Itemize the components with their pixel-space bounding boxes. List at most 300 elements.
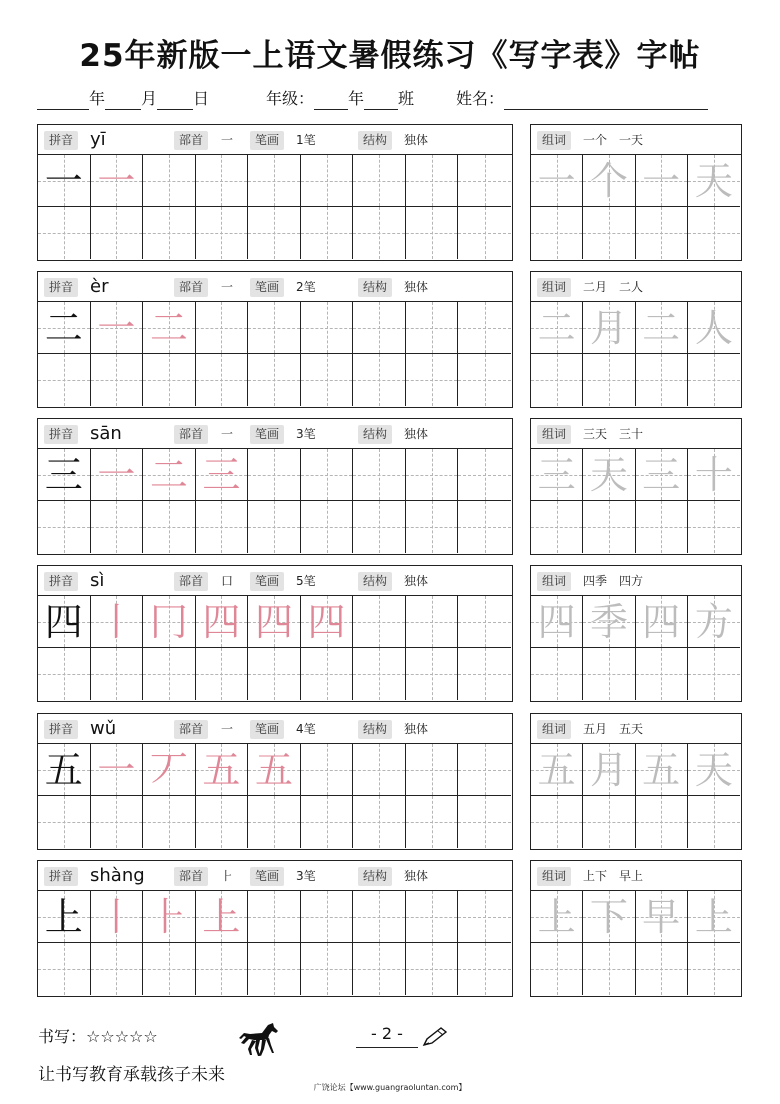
writing-cell[interactable]	[143, 302, 196, 354]
practice-grid	[531, 449, 741, 553]
writing-cell[interactable]	[196, 501, 249, 553]
writing-cell[interactable]	[531, 354, 583, 406]
stroke-order-step: 四	[307, 600, 346, 644]
writing-cell[interactable]	[91, 796, 144, 848]
trace-character: 个	[589, 159, 628, 203]
writing-cell[interactable]	[583, 449, 635, 501]
word-header	[531, 419, 741, 449]
writing-cell[interactable]	[353, 596, 406, 648]
writing-cell[interactable]	[531, 943, 583, 995]
writing-cell[interactable]	[458, 596, 511, 648]
grade-line	[266, 88, 414, 110]
strokes-tag: 笔画	[250, 425, 284, 444]
writing-cell[interactable]	[91, 596, 144, 648]
trace-character: 早	[642, 895, 681, 939]
structure-value: 独体	[404, 133, 429, 147]
writing-cell[interactable]	[196, 943, 249, 995]
practice-grid	[38, 302, 512, 406]
writing-cell[interactable]	[353, 891, 406, 943]
writing-cell[interactable]	[248, 648, 301, 700]
word-card	[530, 418, 742, 555]
writing-cell[interactable]	[143, 207, 196, 259]
word-card	[530, 565, 742, 702]
stroke-order-step: 一	[97, 159, 136, 203]
trace-character: 月	[589, 748, 628, 792]
words-tag: 组词	[537, 425, 571, 444]
writing-cell[interactable]	[91, 449, 144, 501]
writing-cell[interactable]	[531, 796, 583, 848]
radical-tag: 部首	[174, 572, 208, 591]
writing-cell[interactable]	[636, 501, 688, 553]
writing-cell[interactable]	[353, 155, 406, 207]
writing-cell[interactable]	[301, 354, 354, 406]
writing-cell[interactable]	[38, 354, 91, 406]
word-header	[531, 125, 741, 155]
writing-cell[interactable]	[196, 796, 249, 848]
grade-blank[interactable]	[314, 92, 348, 110]
stroke-order-step: 冂	[149, 600, 188, 644]
words-value: 四季 四方	[583, 574, 644, 588]
writing-cell[interactable]	[143, 744, 196, 796]
practice-grid	[531, 155, 741, 259]
writing-cell[interactable]	[458, 744, 511, 796]
writing-cell[interactable]	[636, 596, 688, 648]
writing-cell[interactable]	[458, 155, 511, 207]
writing-cell[interactable]	[38, 943, 91, 995]
character-card	[37, 418, 513, 555]
writing-cell[interactable]	[143, 648, 196, 700]
stroke-order-step: 四	[254, 600, 293, 644]
year-blank[interactable]	[37, 92, 89, 110]
trace-character: 下	[589, 895, 628, 939]
strokes-value: 3笔	[296, 869, 316, 883]
writing-cell[interactable]	[458, 891, 511, 943]
radical-tag: 部首	[174, 131, 208, 150]
trace-character: 人	[694, 306, 733, 350]
writing-cell[interactable]	[248, 796, 301, 848]
character-header	[38, 714, 512, 744]
writing-cell[interactable]	[196, 449, 249, 501]
stroke-order-step: 五	[254, 748, 293, 792]
writing-cell[interactable]	[248, 943, 301, 995]
character-card	[37, 713, 513, 850]
writing-cell[interactable]	[38, 744, 91, 796]
writing-cell[interactable]	[531, 744, 583, 796]
writing-cell[interactable]	[458, 302, 511, 354]
writing-cell[interactable]	[248, 501, 301, 553]
trace-character: 月	[589, 306, 628, 350]
writing-cell[interactable]	[688, 596, 740, 648]
writing-cell[interactable]	[458, 796, 511, 848]
trace-character: 四	[642, 600, 681, 644]
radical-tag: 部首	[174, 867, 208, 886]
source-credit: 广饶论坛【www.guangraoluntan.com】	[313, 1083, 467, 1092]
writing-cell[interactable]	[196, 744, 249, 796]
trace-character: 上	[694, 895, 733, 939]
slogan: 让书写教育承载孩子未来	[38, 1065, 225, 1085]
writing-cell[interactable]	[406, 744, 459, 796]
structure-tag: 结构	[358, 572, 392, 591]
character-header	[38, 861, 512, 891]
writing-cell[interactable]	[38, 302, 91, 354]
structure-tag: 结构	[358, 131, 392, 150]
radical-value: 一	[221, 133, 234, 147]
trace-character: 天	[694, 159, 733, 203]
writing-cell[interactable]	[583, 155, 635, 207]
words-value: 三天 三十	[583, 427, 644, 441]
strokes-value: 1笔	[296, 133, 316, 147]
stroke-order-step: 三	[202, 453, 241, 497]
writing-cell[interactable]	[531, 302, 583, 354]
character-card	[37, 124, 513, 261]
class-blank[interactable]	[364, 92, 398, 110]
writing-cell[interactable]	[688, 891, 740, 943]
pinyin-tag: 拼音	[44, 278, 78, 297]
pinyin-tag: 拼音	[44, 572, 78, 591]
words-value: 一个 一天	[583, 133, 644, 147]
writing-cell[interactable]	[458, 501, 511, 553]
writing-cell[interactable]	[248, 207, 301, 259]
practice-grid	[531, 744, 741, 848]
model-character: 五	[44, 748, 83, 792]
pinyin-value: sān	[90, 423, 122, 444]
writing-cell[interactable]	[38, 501, 91, 553]
writing-cell[interactable]	[143, 943, 196, 995]
strokes-tag: 笔画	[250, 572, 284, 591]
writing-cell[interactable]	[583, 648, 635, 700]
day-blank[interactable]	[157, 92, 193, 110]
writing-cell[interactable]	[248, 744, 301, 796]
writing-cell[interactable]	[636, 155, 688, 207]
stroke-order-step: 丆	[149, 748, 188, 792]
writing-cell[interactable]	[353, 501, 406, 553]
practice-grid	[531, 596, 741, 700]
trace-character: 三	[642, 453, 681, 497]
writing-cell[interactable]	[301, 449, 354, 501]
writing-cell[interactable]	[406, 596, 459, 648]
writing-cell[interactable]	[583, 302, 635, 354]
stroke-order-step: 一	[97, 306, 136, 350]
trace-character: 五	[642, 748, 681, 792]
stroke-order-step: 五	[202, 748, 241, 792]
writing-cell[interactable]	[688, 943, 740, 995]
trace-character: 二	[537, 306, 576, 350]
class-label: 班	[398, 89, 415, 108]
writing-cell[interactable]	[143, 155, 196, 207]
model-character: 二	[44, 306, 83, 350]
writing-cell[interactable]	[248, 354, 301, 406]
writing-cell[interactable]	[531, 207, 583, 259]
stroke-order-step: 一	[97, 748, 136, 792]
writing-cell[interactable]	[196, 302, 249, 354]
structure-value: 独体	[404, 574, 429, 588]
radical-value: 一	[221, 427, 234, 441]
writing-cell[interactable]	[688, 155, 740, 207]
pinyin-value: sì	[90, 570, 105, 591]
character-card	[37, 860, 513, 997]
writing-cell[interactable]	[636, 302, 688, 354]
writing-cell[interactable]	[196, 891, 249, 943]
writing-cell[interactable]	[353, 796, 406, 848]
writing-cell[interactable]	[353, 943, 406, 995]
writing-cell[interactable]	[406, 207, 459, 259]
writing-cell[interactable]	[248, 596, 301, 648]
writing-cell[interactable]	[143, 596, 196, 648]
structure-value: 独体	[404, 280, 429, 294]
stroke-order-step: 二	[149, 453, 188, 497]
writing-cell[interactable]	[301, 744, 354, 796]
radical-value: 一	[221, 280, 234, 294]
word-card	[530, 124, 742, 261]
stroke-order-step: 丨	[97, 600, 136, 644]
structure-tag: 结构	[358, 425, 392, 444]
model-character: 一	[44, 159, 83, 203]
pinyin-tag: 拼音	[44, 131, 78, 150]
writing-cell[interactable]	[406, 354, 459, 406]
writing-cell[interactable]	[583, 796, 635, 848]
strokes-value: 2笔	[296, 280, 316, 294]
writing-rating[interactable]: 书写：☆☆☆☆☆	[38, 1027, 158, 1046]
writing-cell[interactable]	[353, 354, 406, 406]
writing-cell[interactable]	[196, 596, 249, 648]
writing-cell[interactable]	[688, 501, 740, 553]
strokes-tag: 笔画	[250, 131, 284, 150]
stroke-order-step: 四	[202, 600, 241, 644]
writing-cell[interactable]	[583, 891, 635, 943]
writing-cell[interactable]	[531, 449, 583, 501]
writing-cell[interactable]	[91, 155, 144, 207]
structure-tag: 结构	[358, 278, 392, 297]
writing-cell[interactable]	[91, 943, 144, 995]
writing-cell[interactable]	[353, 302, 406, 354]
words-tag: 组词	[537, 278, 571, 297]
practice-grid	[38, 449, 512, 553]
writing-cell[interactable]	[38, 596, 91, 648]
radical-tag: 部首	[174, 720, 208, 739]
writing-cell[interactable]	[91, 648, 144, 700]
words-value: 五月 五天	[583, 722, 644, 736]
words-value: 二月 二人	[583, 280, 644, 294]
page-title: 25年新版一上语文暑假练习《写字表》字帖	[79, 38, 701, 74]
trace-character: 天	[694, 748, 733, 792]
writing-cell[interactable]	[38, 796, 91, 848]
writing-cell[interactable]	[301, 302, 354, 354]
writing-cell[interactable]	[301, 207, 354, 259]
writing-cell[interactable]	[458, 648, 511, 700]
writing-cell[interactable]	[196, 207, 249, 259]
writing-cell[interactable]	[636, 207, 688, 259]
writing-cell[interactable]	[636, 796, 688, 848]
writing-cell[interactable]	[688, 302, 740, 354]
trace-character: 方	[694, 600, 733, 644]
writing-cell[interactable]	[248, 302, 301, 354]
writing-cell[interactable]	[38, 449, 91, 501]
writing-cell[interactable]	[583, 501, 635, 553]
radical-tag: 部首	[174, 425, 208, 444]
writing-cell[interactable]	[636, 354, 688, 406]
character-card	[37, 271, 513, 408]
writing-cell[interactable]	[196, 354, 249, 406]
radical-tag: 部首	[174, 278, 208, 297]
practice-grid	[38, 596, 512, 700]
name-blank[interactable]	[504, 92, 708, 110]
writing-cell[interactable]	[248, 155, 301, 207]
character-header	[38, 125, 512, 155]
radical-value: 一	[221, 722, 234, 736]
stroke-order-step: 上	[202, 895, 241, 939]
word-header	[531, 861, 741, 891]
trace-character: 天	[589, 453, 628, 497]
pinyin-value: yī	[90, 129, 106, 150]
writing-cell[interactable]	[301, 943, 354, 995]
strokes-tag: 笔画	[250, 720, 284, 739]
name-label: 姓名：	[456, 89, 505, 108]
year-label: 年	[89, 89, 106, 108]
writing-cell[interactable]	[636, 744, 688, 796]
writing-cell[interactable]	[406, 891, 459, 943]
day-label: 日	[193, 89, 210, 108]
writing-cell[interactable]	[301, 596, 354, 648]
name-line	[456, 88, 708, 110]
stroke-order-step: 一	[97, 453, 136, 497]
writing-cell[interactable]	[143, 354, 196, 406]
grade-label: 年级：	[266, 89, 315, 108]
writing-cell[interactable]	[406, 796, 459, 848]
writing-cell[interactable]	[91, 891, 144, 943]
writing-cell[interactable]	[196, 648, 249, 700]
writing-cell[interactable]	[38, 891, 91, 943]
page-number: - 2 -	[356, 1024, 418, 1048]
trace-character: 十	[694, 453, 733, 497]
writing-cell[interactable]	[143, 449, 196, 501]
writing-cell[interactable]	[531, 155, 583, 207]
pinyin-value: shàng	[90, 865, 145, 886]
writing-cell[interactable]	[353, 648, 406, 700]
writing-cell[interactable]	[406, 648, 459, 700]
structure-value: 独体	[404, 869, 429, 883]
writing-cell[interactable]	[406, 501, 459, 553]
word-card	[530, 860, 742, 997]
writing-cell[interactable]	[688, 449, 740, 501]
writing-cell[interactable]	[583, 943, 635, 995]
writing-cell[interactable]	[91, 302, 144, 354]
writing-cell[interactable]	[531, 596, 583, 648]
structure-tag: 结构	[358, 867, 392, 886]
writing-cell[interactable]	[301, 796, 354, 848]
writing-cell[interactable]	[143, 501, 196, 553]
strokes-tag: 笔画	[250, 278, 284, 297]
month-blank[interactable]	[105, 92, 141, 110]
writing-cell[interactable]	[301, 501, 354, 553]
pinyin-value: èr	[90, 276, 109, 297]
writing-cell[interactable]	[406, 302, 459, 354]
radical-value: ⺊	[221, 869, 234, 883]
character-header	[38, 566, 512, 596]
model-character: 三	[44, 453, 83, 497]
month-label: 月	[141, 89, 158, 108]
writing-cell[interactable]	[143, 891, 196, 943]
writing-cell[interactable]	[583, 596, 635, 648]
writing-cell[interactable]	[583, 744, 635, 796]
structure-value: 独体	[404, 722, 429, 736]
writing-cell[interactable]	[91, 207, 144, 259]
writing-cell[interactable]	[301, 155, 354, 207]
writing-cell[interactable]	[458, 449, 511, 501]
writing-cell[interactable]	[636, 943, 688, 995]
writing-cell[interactable]	[406, 449, 459, 501]
strokes-value: 5笔	[296, 574, 316, 588]
writing-cell[interactable]	[91, 354, 144, 406]
writing-cell[interactable]	[531, 648, 583, 700]
writing-cell[interactable]	[301, 648, 354, 700]
writing-cell[interactable]	[406, 155, 459, 207]
writing-cell[interactable]	[688, 354, 740, 406]
writing-cell[interactable]	[38, 648, 91, 700]
writing-cell[interactable]	[196, 155, 249, 207]
writing-cell[interactable]	[301, 891, 354, 943]
writing-cell[interactable]	[583, 207, 635, 259]
writing-cell[interactable]	[688, 744, 740, 796]
writing-cell[interactable]	[406, 943, 459, 995]
writing-cell[interactable]	[688, 648, 740, 700]
trace-character: 五	[537, 748, 576, 792]
structure-value: 独体	[404, 427, 429, 441]
writing-cell[interactable]	[91, 744, 144, 796]
writing-cell[interactable]	[458, 943, 511, 995]
writing-cell[interactable]	[458, 207, 511, 259]
writing-cell[interactable]	[636, 449, 688, 501]
practice-grid	[38, 744, 512, 848]
strokes-value: 4笔	[296, 722, 316, 736]
practice-grid	[531, 891, 741, 995]
writing-cell[interactable]	[353, 207, 406, 259]
writing-cell[interactable]	[583, 354, 635, 406]
radical-value: 口	[221, 574, 234, 588]
writing-cell[interactable]	[636, 891, 688, 943]
writing-cell[interactable]	[143, 796, 196, 848]
date-line	[37, 88, 209, 110]
writing-cell[interactable]	[688, 796, 740, 848]
practice-grid	[38, 891, 512, 995]
writing-cell[interactable]	[38, 207, 91, 259]
strokes-value: 3笔	[296, 427, 316, 441]
writing-cell[interactable]	[38, 155, 91, 207]
trace-character: 上	[537, 895, 576, 939]
stroke-order-step: 丨	[97, 895, 136, 939]
writing-cell[interactable]	[688, 207, 740, 259]
writing-cell[interactable]	[531, 501, 583, 553]
writing-cell[interactable]	[91, 501, 144, 553]
pinyin-tag: 拼音	[44, 720, 78, 739]
writing-cell[interactable]	[531, 891, 583, 943]
writing-cell[interactable]	[636, 648, 688, 700]
horse-icon	[238, 1022, 280, 1058]
writing-cell[interactable]	[458, 354, 511, 406]
writing-cell[interactable]	[248, 449, 301, 501]
stroke-order-step: 二	[149, 306, 188, 350]
writing-cell[interactable]	[353, 449, 406, 501]
writing-cell[interactable]	[353, 744, 406, 796]
pen-icon	[420, 1026, 448, 1048]
trace-character: 一	[642, 159, 681, 203]
words-value: 上下 早上	[583, 869, 644, 883]
word-card	[530, 271, 742, 408]
structure-tag: 结构	[358, 720, 392, 739]
practice-grid	[531, 302, 741, 406]
writing-cell[interactable]	[248, 891, 301, 943]
model-character: 上	[44, 895, 83, 939]
words-tag: 组词	[537, 867, 571, 886]
